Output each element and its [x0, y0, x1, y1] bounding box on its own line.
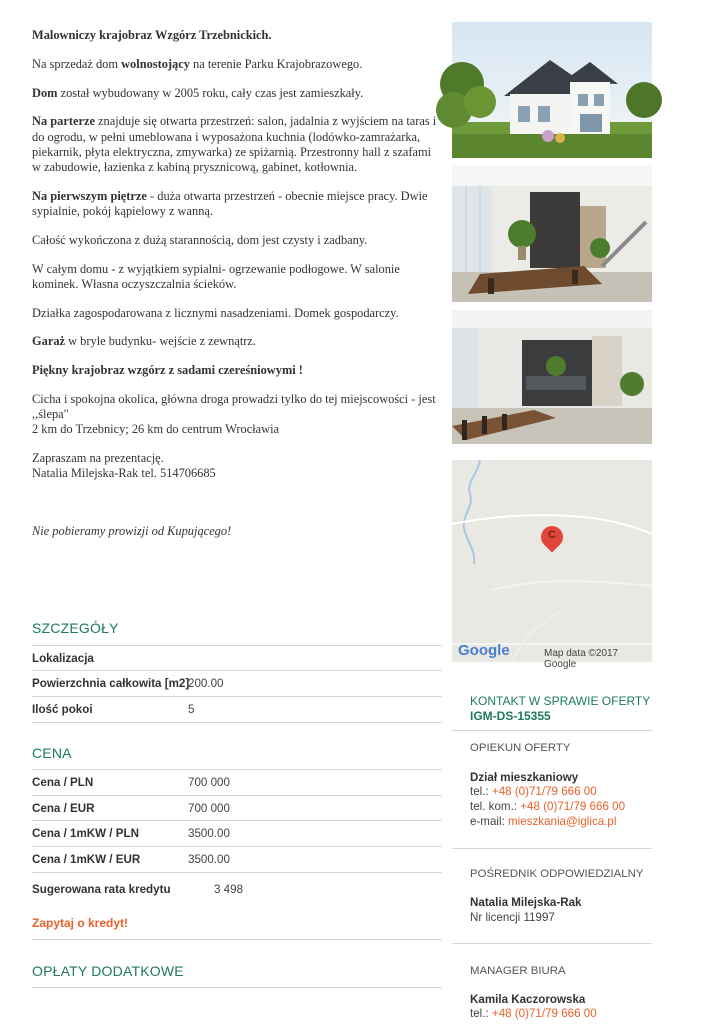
divider — [32, 987, 442, 988]
phone-line — [470, 785, 597, 800]
email-link[interactable]: mieszkania@iglica.pl — [508, 815, 617, 828]
mobile-link[interactable]: +48 (0)71/79 666 00 — [520, 800, 626, 813]
details-title: SZCZEGÓŁY — [32, 620, 119, 636]
email-line — [470, 815, 616, 830]
details-row — [32, 645, 442, 671]
divider — [452, 730, 652, 731]
divider — [32, 939, 442, 940]
divider — [452, 943, 652, 944]
ask-credit-link[interactable]: Zapytaj o kredyt! — [32, 916, 129, 930]
desc-paragraph: Na sprzedaż dom wolnostojący na terenie Parku Krajobrazowego. — [32, 56, 363, 71]
manager-name: Kamila Kaczorowska — [470, 993, 586, 1006]
price-value: 3500.00 — [188, 853, 230, 866]
divider — [452, 848, 652, 849]
price-row — [32, 795, 442, 821]
price-title: CENA — [32, 745, 72, 761]
dining-room-photo[interactable] — [452, 166, 652, 302]
location-map[interactable] — [452, 460, 652, 670]
broker-license: Nr licencji 11997 — [470, 911, 555, 924]
desc-paragraph: Na parterze znajduje się otwarta przestrzeń: salon, jadalnia z wyjściem na taras i do ogrodu, w pełni umeblowana i wyposażona kuchnia (lodówko-zamrażarka, piekarnik, płyta elektryczna, zmywarka) ze spiżarnią. Przestronny hall z szafami w zabudowie, łazienka z kabiną prysznicową, gabinet, kotłownia. — [32, 114, 437, 174]
kitchen-photo[interactable] — [452, 310, 652, 444]
phone-link[interactable]: +48 (0)71/79 666 00 — [491, 785, 597, 798]
desc-paragraph: Zapraszam na prezentację. Natalia Milejska-Rak tel. 514706685 — [32, 451, 216, 481]
price-value: 700 000 — [188, 802, 230, 815]
manager-phone-link[interactable]: +48 (0)71/79 666 00 — [491, 1007, 597, 1020]
broker-name: Natalia Milejska-Rak — [470, 896, 582, 909]
price-row — [32, 769, 442, 795]
desc-heading: Malowniczy krajobraz Wzgórz Trzebnickich. — [32, 28, 272, 42]
mobile-line — [470, 800, 625, 815]
map-attribution[interactable]: Map data ©2017 Google — [544, 648, 619, 670]
guardian-title: OPIEKUN OFERTY — [470, 742, 571, 754]
google-logo: Google — [458, 642, 510, 659]
map-marker-label: C — [548, 529, 556, 541]
details-label: Powierzchnia całkowita [m2] — [32, 677, 190, 690]
desc-paragraph: Działka zagospodarowana z licznymi nasadzeniami. Domek gospodarczy. — [32, 305, 399, 320]
details-value: 200.00 — [188, 677, 224, 690]
offer-description — [32, 28, 442, 552]
price-label: Cena / PLN — [32, 776, 94, 789]
house-exterior-photo[interactable] — [452, 22, 652, 158]
desc-paragraph: Całość wykończona z dużą starannością, dom jest czysty i zadbany. — [32, 232, 368, 247]
credit-row — [32, 872, 442, 905]
price-value: 700 000 — [188, 776, 230, 789]
mobile-label: tel. kom.: — [470, 800, 521, 813]
price-label: Cena / 1mKW / PLN — [32, 827, 139, 840]
details-row — [32, 696, 442, 723]
email-label: e-mail: — [470, 815, 509, 828]
price-row — [32, 820, 442, 846]
desc-paragraph: Na pierwszym piętrze - duża otwarta przestrzeń - obecnie miejsce pracy. Dwie sypialnie, pokój kąpielowy z wanną. — [32, 188, 428, 218]
price-value: 3500.00 — [188, 827, 230, 840]
credit-value: 3 498 — [214, 883, 244, 896]
credit-label: Sugerowana rata kredytu — [32, 883, 171, 896]
desc-note: Nie pobieramy prowizji od Kupującego! — [32, 523, 232, 538]
contact-title: KONTAKT W SPRAWIE OFERTY — [470, 694, 651, 708]
fees-title: OPŁATY DODATKOWE — [32, 963, 184, 979]
broker-title: POŚREDNIK ODPOWIEDZIALNY — [470, 868, 644, 880]
details-value: 5 — [188, 703, 195, 716]
desc-paragraph: W całym domu - z wyjątkiem sypialni- ogrzewanie podłogowe. W salonie kominek. Własna oczyszczalnia ścieków. — [32, 261, 400, 291]
desc-paragraph: Garaż w bryle budynku- wejście z zewnątrz. — [32, 334, 256, 349]
details-label: Lokalizacja — [32, 652, 94, 665]
manager-phone-line — [470, 1007, 597, 1022]
desc-paragraph: Dom został wybudowany w 2005 roku, cały czas jest zamieszkały. — [32, 85, 364, 100]
price-label: Cena / EUR — [32, 802, 95, 815]
department-name: Dział mieszkaniowy — [470, 771, 579, 784]
details-label: Ilość pokoi — [32, 703, 93, 716]
details-row — [32, 670, 442, 696]
price-label: Cena / 1mKW / EUR — [32, 853, 141, 866]
manager-phone-label: tel.: — [470, 1007, 492, 1020]
desc-paragraph: Cicha i spokojna okolica, główna droga prowadzi tylko do tej miejscowości - jest ,,ślepa" 2 km do Trzebnicy; 26 km do centrum Wrocławia — [32, 391, 436, 437]
manager-title: MANAGER BIURA — [470, 965, 566, 977]
offer-id: IGM-DS-15355 — [470, 709, 551, 723]
phone-label: tel.: — [470, 785, 492, 798]
desc-highlight: Piękny krajobraz wzgórz z sadami czereśniowymi ! — [32, 363, 303, 378]
price-row — [32, 846, 442, 872]
